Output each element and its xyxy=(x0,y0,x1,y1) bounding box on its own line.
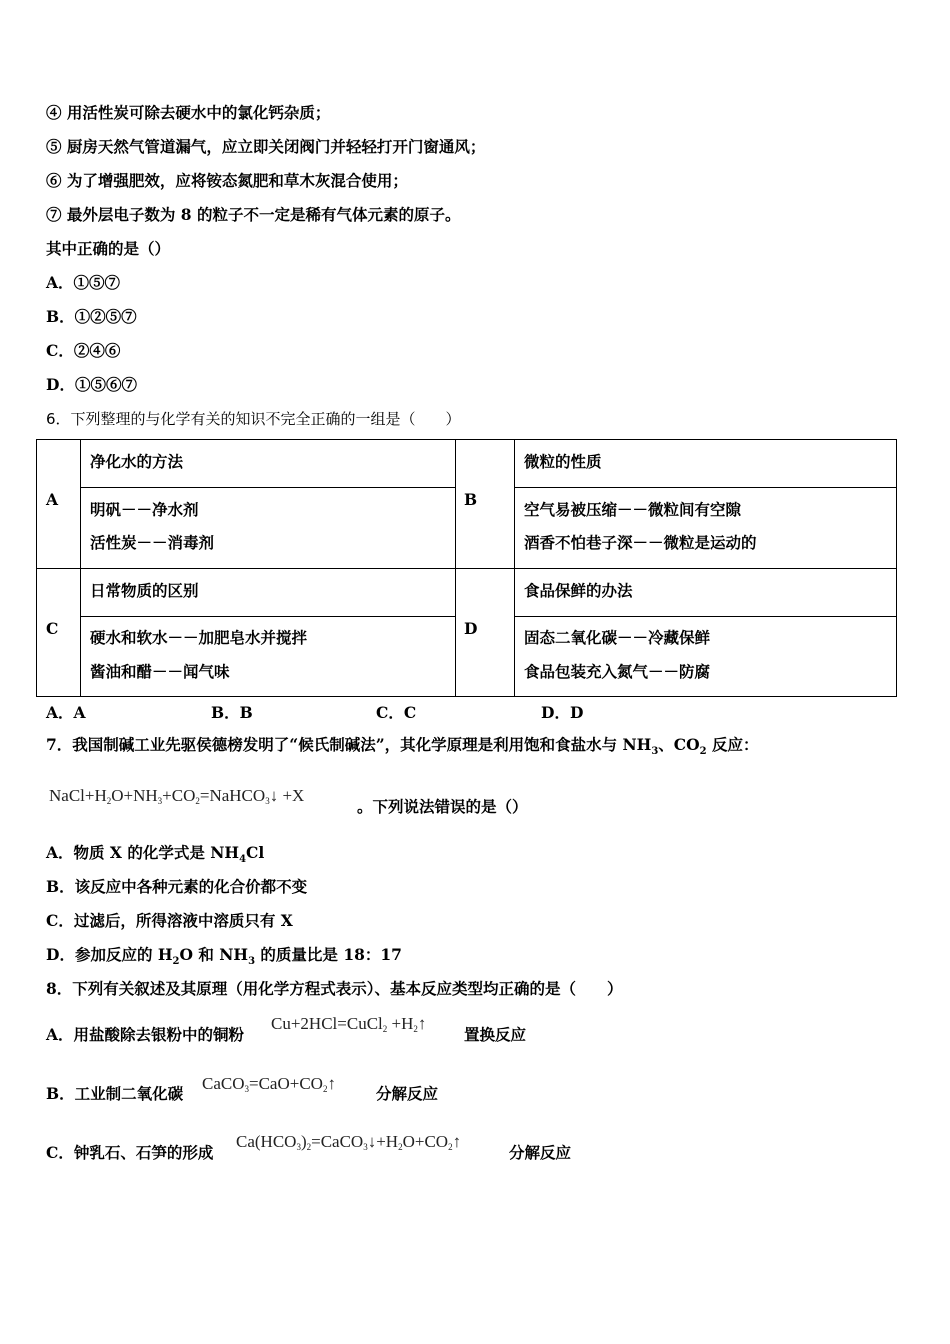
q8-option-a-type: 置换反应 xyxy=(464,1025,527,1044)
q6-cell-d-title: 食品保鲜的办法 xyxy=(524,581,633,600)
q6-cell-b-line1: 空气易被压缩－－微粒间有空隙 xyxy=(524,500,742,519)
q6-cell-d-label: D xyxy=(464,619,478,638)
q6-cell-b-line2: 酒香不怕巷子深－－微粒是运动的 xyxy=(524,533,757,552)
q5-option-a[interactable]: A．①⑤⑦ xyxy=(46,273,121,292)
q5-prompt: 其中正确的是（） xyxy=(46,239,171,258)
statement-6: ⑥ 为了增强肥效，应将铵态氮肥和草木灰混合使用； xyxy=(46,171,408,190)
q5-option-b[interactable]: B．①②⑤⑦ xyxy=(46,307,137,326)
q6-cell-d-line1: 固态二氧化碳－－冷藏保鲜 xyxy=(524,628,711,647)
q6-cell-a-title: 净化水的方法 xyxy=(90,452,184,471)
q5-option-c[interactable]: C．②④⑥ xyxy=(46,341,121,360)
q7-option-b[interactable]: B．该反应中各种元素的化合价都不变 xyxy=(46,877,308,896)
q6-cell-b-title: 微粒的性质 xyxy=(524,452,602,471)
q8-option-c-label[interactable]: C．钟乳石、石笋的形成 xyxy=(46,1143,214,1162)
q6-option-c[interactable]: C．C xyxy=(376,703,417,722)
q7-option-c[interactable]: C．过滤后，所得溶液中溶质只有 X xyxy=(46,911,293,930)
q8-option-b-equation: $CaCO_3=CaO+CO_2↑$ xyxy=(202,1074,336,1094)
q6-option-a[interactable]: A．A xyxy=(46,703,86,722)
q6-cell-c-title: 日常物质的区别 xyxy=(90,581,199,600)
q6-cell-a-label: A xyxy=(46,490,59,509)
q5-option-d[interactable]: D．①⑤⑥⑦ xyxy=(46,375,137,394)
q6-cell-c-line1: 硬水和软水－－加肥皂水并搅拌 xyxy=(90,628,308,647)
q7-equation: $NaCl+H_2O+NH_3+CO_2=NaHCO_3↓ +X$ xyxy=(49,786,305,806)
q6-cell-b-label: B xyxy=(464,490,478,509)
q7-stem: 7．我国制碱工业先驱侯德榜发明了“候氏制碱法”，其化学原理是利用饱和食盐水与 $NH_3$、$CO_2$ 反应： xyxy=(46,735,759,758)
q7-question: 。下列说法错误的是（） xyxy=(357,797,528,816)
q6-stem: 6．下列整理的与化学有关的知识不完全正确的一组是（ ） xyxy=(46,410,461,428)
q6-cell-c-label: C xyxy=(46,619,59,638)
q8-option-b-label[interactable]: B．工业制二氧化碳 xyxy=(46,1084,184,1103)
q8-option-c-equation: $Ca(HCO_3)_2=CaCO_3↓+H_2O+CO_2↑$ xyxy=(236,1132,462,1152)
q8-option-a-equation: Cu+2HCl=CuCl$_2$ $+H_2↑$ xyxy=(271,1014,427,1034)
statement-7: ⑦ 最外层电子数为 8 的粒子不一定是稀有气体元素的原子。 xyxy=(46,205,461,224)
q6-option-d[interactable]: D．D xyxy=(541,703,584,722)
q8-stem: 8．下列有关叙述及其原理（用化学方程式表示）、基本反应类型均正确的是（ ） xyxy=(46,979,623,998)
q6-cell-a-line1: 明矾－－净水剂 xyxy=(90,500,199,519)
statement-4: ④ 用活性炭可除去硬水中的氯化钙杂质； xyxy=(46,103,331,122)
q7-option-d[interactable]: D．参加反应的 $H_2O$ 和 $NH_3$ 的质量比是 18：17 xyxy=(46,945,402,968)
q7-option-a[interactable]: A．物质 X 的化学式是 $NH_4Cl$ xyxy=(46,843,265,866)
statement-5: ⑤ 厨房天然气管道漏气，应立即关闭阀门并轻轻打开门窗通风； xyxy=(46,137,486,156)
q8-option-c-type: 分解反应 xyxy=(509,1143,572,1162)
q8-option-b-type: 分解反应 xyxy=(376,1084,439,1103)
q8-option-a-label[interactable]: A．用盐酸除去银粉中的铜粉 xyxy=(46,1025,245,1044)
q6-option-b[interactable]: B．B xyxy=(211,703,253,722)
q6-cell-a-line2: 活性炭－－消毒剂 xyxy=(90,533,215,552)
q6-cell-d-line2: 食品包装充入氮气－－防腐 xyxy=(524,662,711,681)
q6-cell-c-line2: 酱油和醋－－闻气味 xyxy=(90,662,230,681)
